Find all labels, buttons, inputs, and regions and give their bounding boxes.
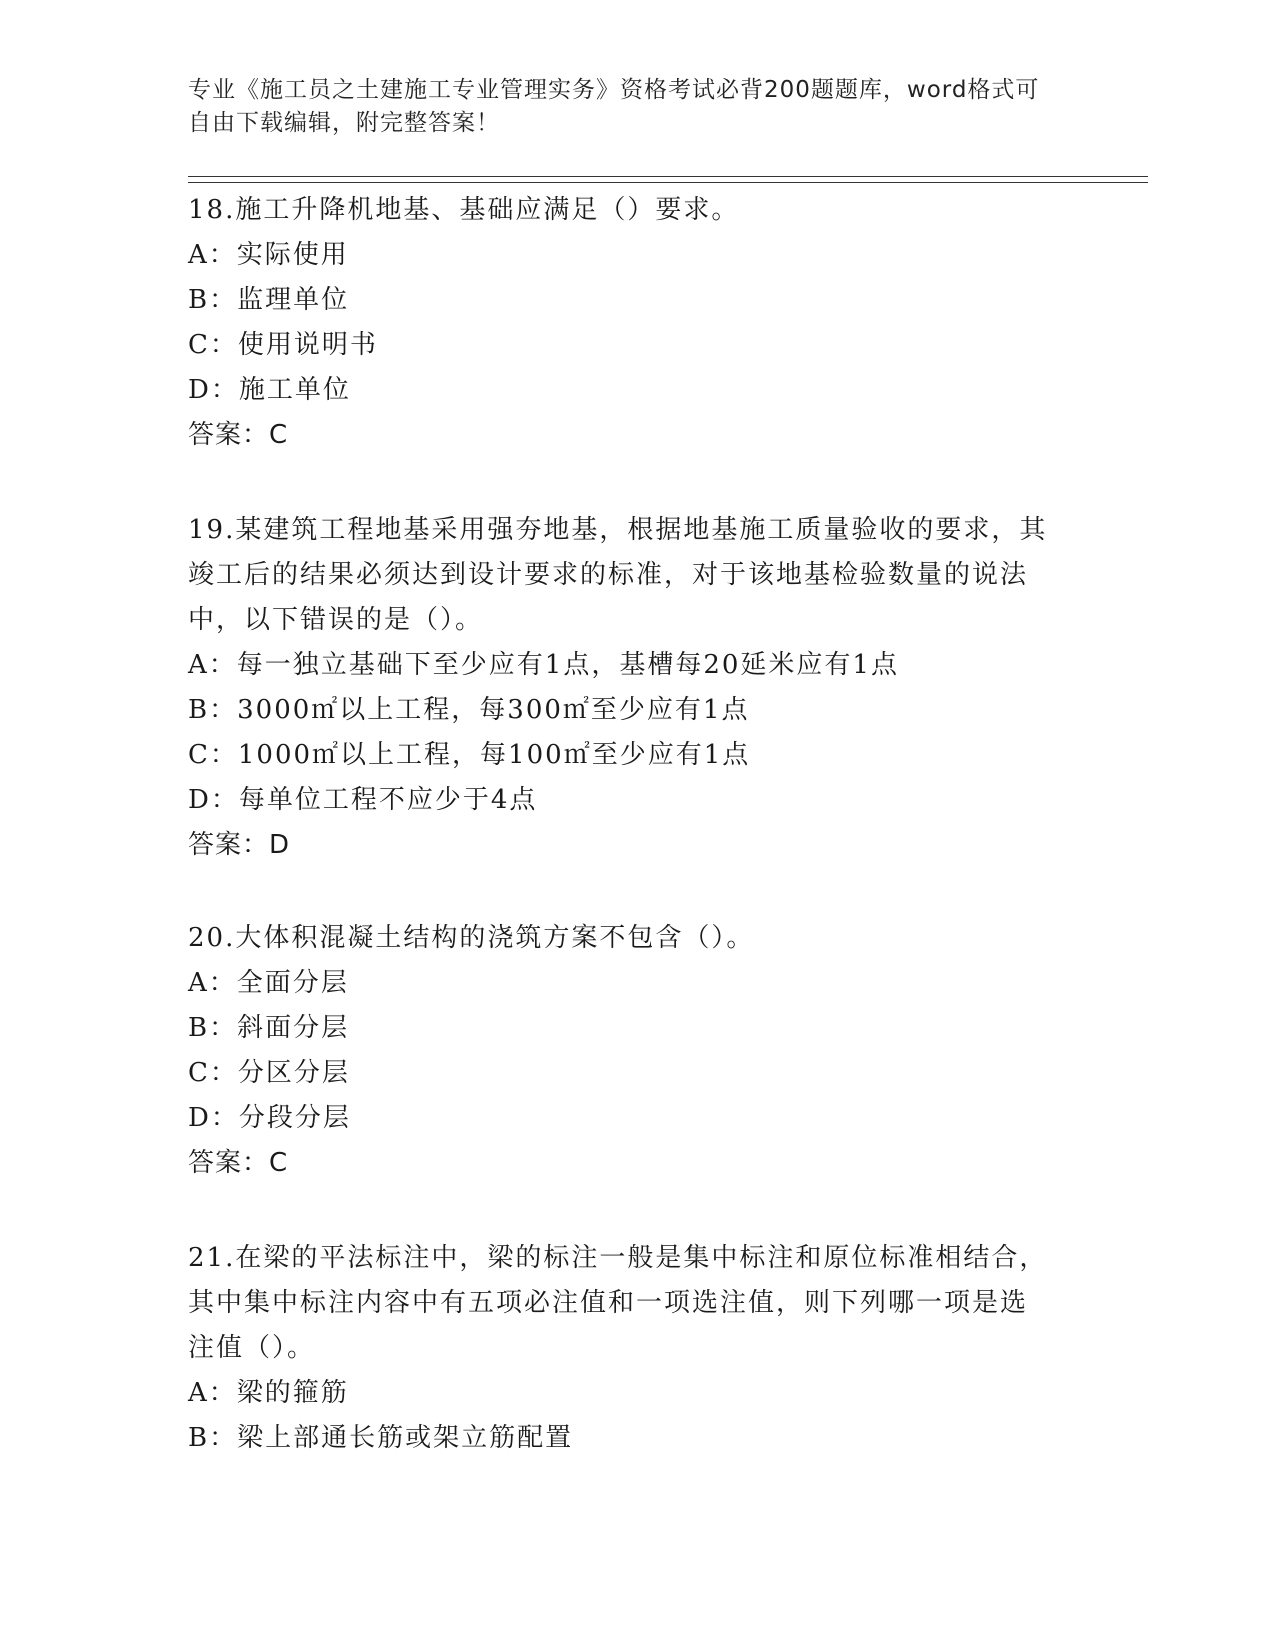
header-divider-top bbox=[188, 176, 1148, 177]
question-stem: 18.施工升降机地基、基础应满足（）要求。 bbox=[188, 195, 740, 225]
option-c: C：使用说明书 bbox=[188, 330, 378, 360]
header-line-2: 自由下载编辑，附完整答案！ bbox=[188, 110, 500, 136]
option-c: C：分区分层 bbox=[188, 1058, 350, 1088]
answer: 答案：C bbox=[188, 1148, 289, 1178]
option-b: B：斜面分层 bbox=[188, 1013, 350, 1043]
answer: 答案：D bbox=[188, 830, 291, 860]
option-a: A：实际使用 bbox=[188, 240, 349, 270]
option-d: D：每单位工程不应少于4点 bbox=[188, 785, 538, 815]
option-b: B：梁上部通长筋或架立筋配置 bbox=[188, 1423, 574, 1453]
option-d: D：施工单位 bbox=[188, 375, 351, 405]
question-21 bbox=[188, 1236, 1088, 1461]
option-b: B：监理单位 bbox=[188, 285, 350, 315]
question-stem-line-1: 21.在梁的平法标注中，梁的标注一般是集中标注和原位标准相结合， bbox=[188, 1243, 1048, 1273]
question-19 bbox=[188, 508, 1088, 868]
option-a: A：全面分层 bbox=[188, 968, 349, 998]
option-d: D：分段分层 bbox=[188, 1103, 351, 1133]
question-stem-line-2: 竣工后的结果必须达到设计要求的标准，对于该地基检验数量的说法 bbox=[188, 560, 1029, 590]
document-header bbox=[188, 74, 1088, 140]
header-line-1: 专业《施工员之土建施工专业管理实务》资格考试必背200题题库，word格式可 bbox=[188, 77, 1040, 103]
option-c: C：1000㎡以上工程，每100㎡至少应有1点 bbox=[188, 740, 751, 770]
question-stem-line-3: 中，以下错误的是（）。 bbox=[188, 605, 484, 635]
header-divider-bottom bbox=[188, 182, 1148, 183]
question-20 bbox=[188, 916, 1088, 1186]
question-stem-line-1: 19.某建筑工程地基采用强夯地基，根据地基施工质量验收的要求，其 bbox=[188, 515, 1048, 545]
question-stem-line-3: 注值（）。 bbox=[188, 1333, 316, 1363]
option-a: A：梁的箍筋 bbox=[188, 1378, 349, 1408]
question-stem: 20.大体积混凝土结构的浇筑方案不包含（）。 bbox=[188, 923, 755, 953]
question-stem-line-2: 其中集中标注内容中有五项必注值和一项选注值，则下列哪一项是选 bbox=[188, 1288, 1029, 1318]
question-18 bbox=[188, 188, 1088, 458]
option-b: B：3000㎡以上工程，每300㎡至少应有1点 bbox=[188, 695, 750, 725]
option-a: A：每一独立基础下至少应有1点，基槽每20延米应有1点 bbox=[188, 650, 899, 680]
answer: 答案：C bbox=[188, 420, 289, 450]
